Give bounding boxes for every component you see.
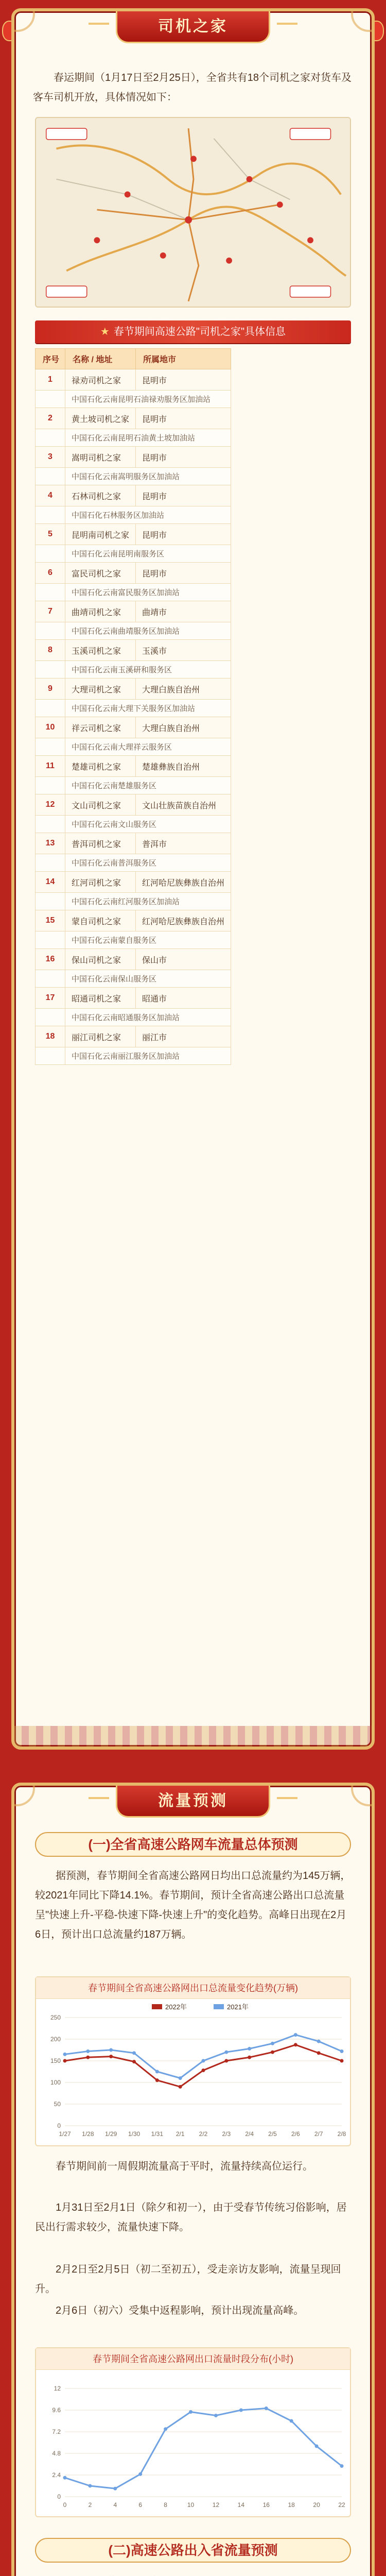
table-row (36, 447, 231, 468)
row-number: 8 (36, 640, 65, 661)
data-point (138, 2472, 142, 2476)
row-address: 中国石化云南昆明石油禄劝服务区加油站 (65, 391, 231, 408)
table-row-address (36, 1047, 231, 1065)
table-row (36, 601, 231, 622)
row-name: 楚雄司机之家 (65, 756, 136, 777)
map-graphic (36, 118, 350, 307)
x-tick-label: 16 (262, 2501, 270, 2509)
driver-home-table (35, 348, 231, 1065)
series-line (65, 2409, 342, 2489)
x-tick-label: 2/2 (199, 2130, 208, 2138)
row-number: 1 (36, 369, 65, 391)
data-point (271, 2042, 274, 2045)
chart-title: 春节期间全省高速公路网出口流量时段分布(小时) (36, 2348, 350, 2370)
row-name: 富民司机之家 (65, 563, 136, 584)
header-name: 名称 / 地址 (65, 349, 136, 369)
y-tick-label: 200 (50, 2036, 61, 2043)
data-point (63, 2053, 67, 2056)
table-row-address (36, 970, 231, 988)
y-tick-label: 100 (50, 2079, 61, 2086)
legend-label: 2021年 (227, 2003, 249, 2011)
y-tick-label: 150 (50, 2057, 61, 2064)
x-tick-label: 2/8 (337, 2130, 346, 2138)
row-address: 中国石化云南红河服务区加油站 (65, 893, 231, 910)
data-point (179, 2085, 182, 2089)
x-tick-label: 12 (212, 2501, 220, 2509)
row-address: 中国石化云南曲靖服务区加油站 (65, 622, 231, 640)
cloud-decoration (351, 8, 375, 32)
table-row-address (36, 468, 231, 485)
row-name: 昭通司机之家 (65, 988, 136, 1009)
cloud-decoration (351, 1783, 375, 1806)
section-driver-home (11, 8, 375, 1750)
table-row-address (36, 661, 231, 679)
data-point (294, 2033, 297, 2037)
data-point (340, 2059, 344, 2063)
table-row (36, 910, 231, 931)
data-point (164, 2427, 167, 2431)
table-row (36, 717, 231, 738)
table-row (36, 988, 231, 1009)
row-name: 嵩明司机之家 (65, 447, 136, 468)
x-tick-label: 4 (113, 2501, 117, 2509)
route-map (35, 117, 351, 308)
x-tick-label: 1/31 (151, 2130, 164, 2138)
row-city: 曲靖市 (136, 601, 231, 622)
data-point (155, 2078, 159, 2082)
row-number: 12 (36, 794, 65, 816)
row-number: 9 (36, 679, 65, 700)
table-row-address (36, 1009, 231, 1026)
table-header-row (36, 349, 231, 369)
row-name: 黄土坡司机之家 (65, 408, 136, 429)
table-title: ★ 春节期间高速公路"司机之家"具体信息 (35, 320, 351, 343)
row-number: 4 (36, 485, 65, 506)
table-row (36, 563, 231, 584)
subsection-title: (一)全省高速公路网车流量总体预测 (35, 1832, 351, 1857)
legend-swatch (214, 2004, 224, 2009)
row-name: 石林司机之家 (65, 485, 136, 506)
row-city: 昆明市 (136, 524, 231, 545)
table-row-address (36, 931, 231, 949)
table-row (36, 640, 231, 661)
x-tick-label: 1/29 (104, 2130, 117, 2138)
row-city: 文山壮族苗族自治州 (136, 794, 231, 816)
x-tick-label: 1/30 (128, 2130, 141, 2138)
table-row (36, 408, 231, 429)
table-row-address (36, 545, 231, 563)
table-row-address (36, 738, 231, 756)
row-address: 中国石化石林服务区加油站 (65, 506, 231, 524)
row-name: 曲靖司机之家 (65, 601, 136, 622)
header-city: 所属地市 (136, 349, 231, 369)
y-tick-label: 0 (57, 2493, 61, 2500)
row-name: 大理司机之家 (65, 679, 136, 700)
x-tick-label: 2/4 (245, 2130, 254, 2138)
x-tick-label: 18 (288, 2501, 295, 2509)
data-point (86, 2056, 90, 2059)
row-number: 10 (36, 717, 65, 738)
table-row-address (36, 622, 231, 640)
section-banner: 司机之家 (116, 11, 270, 43)
data-point (109, 2055, 113, 2058)
x-tick-label: 2/5 (268, 2130, 277, 2138)
data-point (189, 2410, 192, 2414)
pattern-strip (14, 1726, 372, 1747)
chart-title: 春节期间全省高速公路网出口总流量变化趋势(万辆) (36, 1977, 350, 1999)
data-point (224, 2059, 228, 2063)
line-chart (36, 1999, 352, 2146)
data-point (317, 2051, 321, 2055)
x-tick-label: 20 (313, 2501, 320, 2509)
table-row-address (36, 700, 231, 717)
paragraph: 春节期间前一周假期流量高于平时，流量持续高位运行。 (56, 2161, 313, 2172)
paragraph: 1月31日至2月1日（除夕和初一），由于受春节传统习俗影响，居民出行需求较少，流量快速下降。 (35, 2202, 347, 2233)
row-city: 玉溪市 (136, 640, 231, 661)
row-number: 6 (36, 563, 65, 584)
table-row-address (36, 893, 231, 910)
x-tick-label: 2 (88, 2501, 92, 2509)
y-tick-label: 250 (50, 2014, 61, 2021)
row-name: 文山司机之家 (65, 794, 136, 816)
data-point (239, 2409, 243, 2412)
intro-text: 春运期间（1月17日至2月25日），全省共有18个司机之家对货车及客车司机开放，具体情况如下： (33, 72, 352, 103)
data-point (86, 2049, 90, 2053)
data-point (224, 2050, 228, 2054)
x-tick-label: 6 (138, 2501, 143, 2509)
row-name: 禄劝司机之家 (65, 369, 136, 391)
y-tick-label: 0 (57, 2122, 61, 2129)
y-tick-label: 4.8 (52, 2450, 61, 2457)
x-tick-label: 1/28 (82, 2130, 94, 2138)
data-point (155, 2070, 159, 2074)
table-row-address (36, 391, 231, 408)
y-tick-label: 12 (54, 2385, 61, 2392)
row-name: 保山司机之家 (65, 949, 136, 970)
row-number: 3 (36, 447, 65, 468)
section-traffic-forecast (11, 1783, 375, 2576)
row-city: 大理白族自治州 (136, 679, 231, 700)
data-point (109, 2048, 113, 2052)
row-city: 楚雄彝族自治州 (136, 756, 231, 777)
table-row (36, 485, 231, 506)
x-tick-label: 8 (164, 2501, 167, 2509)
y-tick-label: 50 (54, 2100, 61, 2108)
table-row-address (36, 854, 231, 872)
data-point (88, 2484, 92, 2488)
chart-total-flow (35, 1976, 351, 2146)
map-marker (185, 216, 192, 224)
row-city: 昆明市 (136, 563, 231, 584)
series-line (65, 2045, 342, 2087)
section-banner: 流量预测 (116, 1786, 270, 1818)
x-tick-label: 2/1 (176, 2130, 185, 2138)
y-tick-label: 7.2 (52, 2428, 61, 2435)
row-address: 中国石化云南普洱服务区 (65, 854, 231, 872)
table-row (36, 794, 231, 816)
row-city: 昆明市 (136, 447, 231, 468)
data-point (179, 2076, 182, 2080)
data-point (340, 2049, 344, 2053)
row-number: 11 (36, 756, 65, 777)
table-row (36, 524, 231, 545)
paragraph: 2月2日至2月5日（初二至初五），受走亲访友影响，流量呈现回升。 (35, 2264, 341, 2295)
row-address: 中国石化云南嵩明服务区加油站 (65, 468, 231, 485)
row-city: 普洱市 (136, 833, 231, 854)
row-name: 昆明南司机之家 (65, 524, 136, 545)
x-tick-label: 2/7 (314, 2130, 323, 2138)
x-tick-label: 2/3 (222, 2130, 231, 2138)
row-number: 2 (36, 408, 65, 429)
row-city: 大理白族自治州 (136, 717, 231, 738)
row-city: 昆明市 (136, 408, 231, 429)
row-city: 昭通市 (136, 988, 231, 1009)
data-point (317, 2040, 321, 2043)
row-address: 中国石化云南大理祥云服务区 (65, 738, 231, 756)
data-point (63, 2476, 67, 2480)
legend-label: 2022年 (165, 2003, 187, 2011)
table-row-address (36, 816, 231, 833)
row-city: 丽江市 (136, 1026, 231, 1047)
data-point (113, 2487, 117, 2490)
row-address: 中国石化云南昆明南服务区 (65, 545, 231, 563)
x-tick-label: 14 (237, 2501, 245, 2509)
data-point (340, 2464, 344, 2468)
row-number: 17 (36, 988, 65, 1009)
row-name: 祥云司机之家 (65, 717, 136, 738)
row-name: 玉溪司机之家 (65, 640, 136, 661)
flag-icon: ★ (100, 326, 110, 337)
subsection-title: (二)高速公路出入省流量预测 (35, 2538, 351, 2563)
row-number: 13 (36, 833, 65, 854)
data-point (202, 2069, 205, 2072)
x-tick-label: 22 (338, 2501, 345, 2509)
row-address: 中国石化云南昆明石油黄土坡加油站 (65, 429, 231, 447)
table-row-address (36, 584, 231, 601)
data-point (315, 2445, 319, 2448)
chart-hourly-flow (35, 2347, 351, 2517)
x-tick-label: 2/6 (291, 2130, 300, 2138)
row-address: 中国石化云南文山服务区 (65, 816, 231, 833)
paragraph (35, 2572, 351, 2576)
row-number: 14 (36, 872, 65, 893)
row-number: 15 (36, 910, 65, 931)
table-row (36, 872, 231, 893)
table-row (36, 833, 231, 854)
data-point (132, 2051, 136, 2055)
table-row-address (36, 506, 231, 524)
legend-swatch (152, 2004, 162, 2009)
cloud-decoration (11, 8, 35, 32)
table-row (36, 756, 231, 777)
row-city: 昆明市 (136, 485, 231, 506)
row-name: 蒙自司机之家 (65, 910, 136, 931)
line-chart (36, 2370, 352, 2517)
table-row (36, 949, 231, 970)
table-row (36, 1026, 231, 1047)
row-address: 中国石化云南蒙自服务区 (65, 931, 231, 949)
data-point (271, 2050, 274, 2054)
x-tick-label: 10 (187, 2501, 195, 2509)
table-row-address (36, 429, 231, 447)
data-point (63, 2059, 67, 2063)
table-row (36, 679, 231, 700)
row-address: 中国石化云南丽江服务区加油站 (65, 1047, 231, 1065)
paragraph: 据预测，春节期间全省高速公路网日均出口总流量约为145万辆，较2021年同比下降14.1%。春节期间，预计全省高速公路出口总流量呈"快速上升-平稳-快速下降-快速上升"的变化趋势。高峰日出现在2月6日，预计出口总流量约187万辆。 (35, 1870, 351, 1940)
cloud-decoration (11, 1783, 35, 1806)
paragraph: 2月6日（初六）受集中返程影响，预计出现流量高峰。 (56, 2305, 304, 2316)
row-city: 红河哈尼族彝族自治州 (136, 872, 231, 893)
data-point (202, 2059, 205, 2063)
data-point (214, 2414, 218, 2417)
row-address: 中国石化云南楚雄服务区 (65, 777, 231, 794)
data-point (248, 2056, 251, 2059)
data-point (248, 2047, 251, 2050)
table-row (36, 369, 231, 391)
row-number: 18 (36, 1026, 65, 1047)
data-point (265, 2406, 268, 2410)
row-address: 中国石化云南大理下关服务区加油站 (65, 700, 231, 717)
table-row-address (36, 777, 231, 794)
row-city: 昆明市 (136, 369, 231, 391)
row-address: 中国石化云南玉溪研和服务区 (65, 661, 231, 679)
y-tick-label: 9.6 (52, 2406, 61, 2414)
header-num: 序号 (36, 349, 65, 369)
row-name: 红河司机之家 (65, 872, 136, 893)
row-number: 7 (36, 601, 65, 622)
row-address: 中国石化云南保山服务区 (65, 970, 231, 988)
data-point (132, 2060, 136, 2063)
row-address: 中国石化云南富民服务区加油站 (65, 584, 231, 601)
row-number: 5 (36, 524, 65, 545)
row-city: 保山市 (136, 949, 231, 970)
y-tick-label: 2.4 (52, 2471, 61, 2479)
x-tick-label: 1/27 (59, 2130, 71, 2138)
data-point (290, 2419, 293, 2423)
data-point (294, 2043, 297, 2046)
row-address: 中国石化云南昭通服务区加油站 (65, 1009, 231, 1026)
row-number: 16 (36, 949, 65, 970)
row-name: 丽江司机之家 (65, 1026, 136, 1047)
row-name: 普洱司机之家 (65, 833, 136, 854)
x-tick-label: 0 (63, 2501, 67, 2509)
row-city: 红河哈尼族彝族自治州 (136, 910, 231, 931)
